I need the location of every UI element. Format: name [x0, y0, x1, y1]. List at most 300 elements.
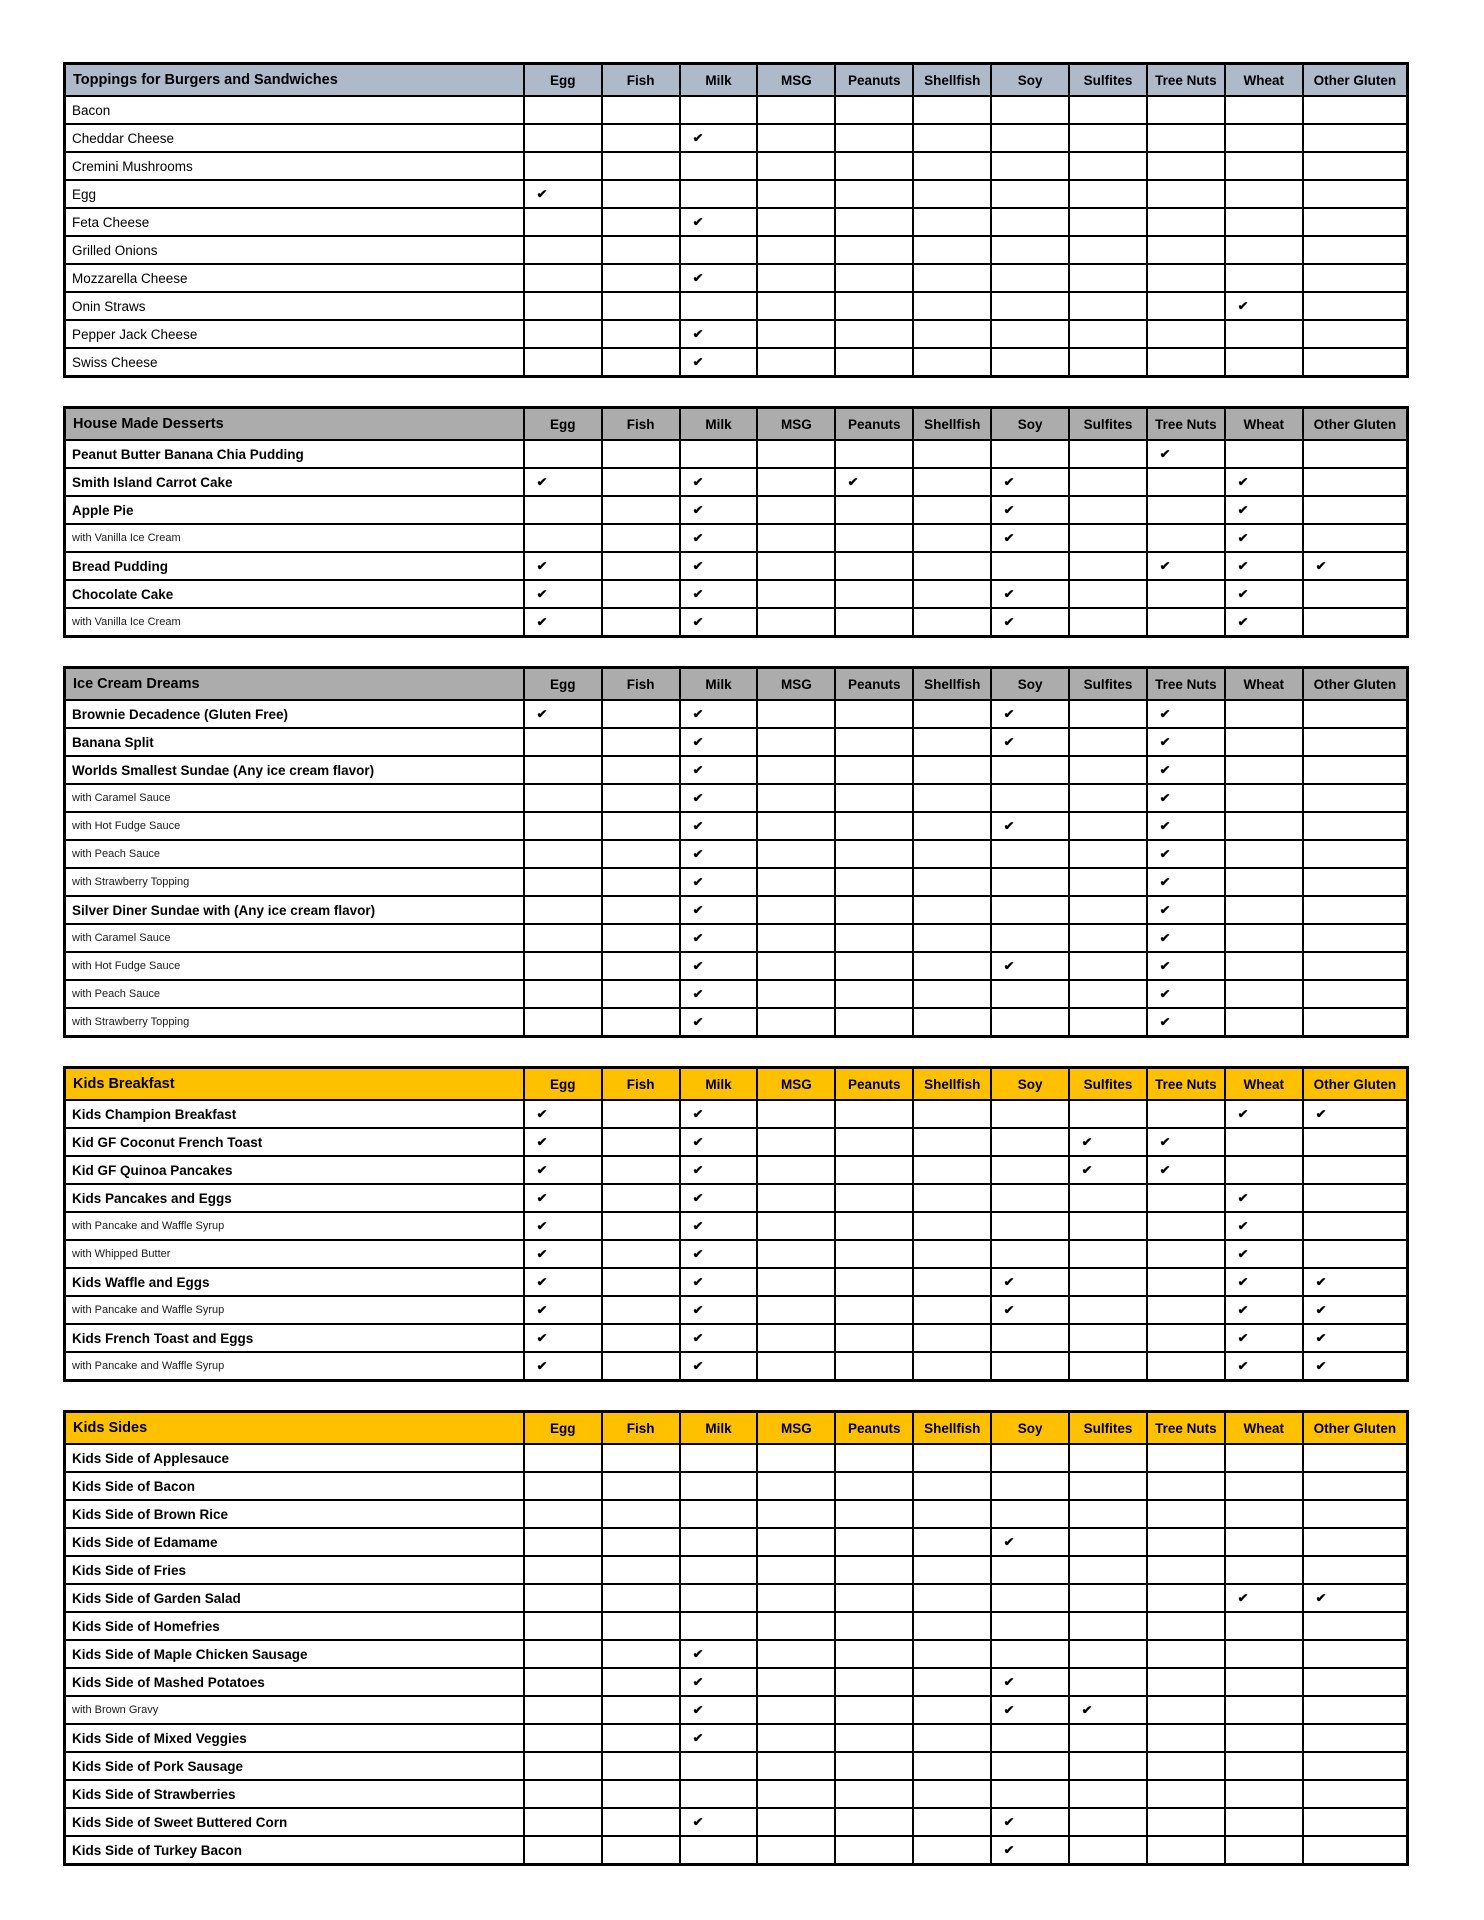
allergen-cell-fish [602, 1240, 680, 1268]
allergen-cell-peanuts [835, 1556, 913, 1584]
allergen-cell-milk [680, 980, 758, 1008]
item-label: Worlds Smallest Sundae (Any ice cream flavor) [65, 756, 524, 784]
allergen-cell-msg [757, 236, 835, 264]
allergen-cell-milk [680, 320, 758, 348]
column-header-other-gluten: Other Gluten [1303, 64, 1408, 97]
check-icon: ✔ [1159, 987, 1171, 1001]
check-icon: ✔ [1237, 1275, 1249, 1289]
table-row [65, 1324, 1408, 1352]
allergen-cell-milk [680, 1780, 758, 1808]
check-icon: ✔ [692, 847, 704, 861]
allergen-cell-wheat [1225, 1008, 1303, 1037]
allergen-cell-wheat [1225, 1500, 1303, 1528]
allergen-cell-egg [524, 524, 602, 552]
check-icon: ✔ [1003, 819, 1015, 833]
allergen-cell-other-gluten [1303, 552, 1408, 580]
table-row [65, 236, 1408, 264]
column-header-fish: Fish [602, 1068, 680, 1101]
allergen-cell-other-gluten [1303, 152, 1408, 180]
table-row [65, 1352, 1408, 1381]
allergen-cell-other-gluten [1303, 1500, 1408, 1528]
column-header-tree-nuts: Tree Nuts [1147, 64, 1225, 97]
allergen-cell-tree-nuts [1147, 1668, 1225, 1696]
allergen-cell-other-gluten [1303, 292, 1408, 320]
check-icon: ✔ [1237, 559, 1249, 573]
allergen-cell-tree-nuts [1147, 1100, 1225, 1128]
allergen-cell-other-gluten [1303, 1472, 1408, 1500]
allergen-cell-sulfites [1069, 1500, 1147, 1528]
allergen-cell-fish [602, 924, 680, 952]
table-row [65, 580, 1408, 608]
allergen-cell-soy [991, 728, 1069, 756]
allergen-cell-milk [680, 1696, 758, 1724]
column-header-msg: MSG [757, 408, 835, 441]
column-header-egg: Egg [524, 1412, 602, 1445]
column-header-shellfish: Shellfish [913, 408, 991, 441]
allergen-cell-wheat [1225, 1100, 1303, 1128]
allergen-cell-tree-nuts [1147, 1212, 1225, 1240]
allergen-cell-other-gluten [1303, 1100, 1408, 1128]
allergen-cell-milk [680, 496, 758, 524]
item-label: Silver Diner Sundae with (Any ice cream flavor) [65, 896, 524, 924]
allergen-cell-msg [757, 180, 835, 208]
check-icon: ✔ [1237, 1591, 1249, 1605]
allergen-cell-msg [757, 124, 835, 152]
allergen-cell-other-gluten [1303, 1584, 1408, 1612]
table-row [65, 1268, 1408, 1296]
item-label: Kids Pancakes and Eggs [65, 1184, 524, 1212]
table-row [65, 1640, 1408, 1668]
check-icon: ✔ [1003, 1535, 1015, 1549]
allergen-cell-tree-nuts [1147, 868, 1225, 896]
allergen-cell-milk [680, 1212, 758, 1240]
allergen-cell-fish [602, 292, 680, 320]
allergen-cell-peanuts [835, 440, 913, 468]
allergen-cell-other-gluten [1303, 1128, 1408, 1156]
allergen-cell-peanuts [835, 840, 913, 868]
allergen-cell-tree-nuts [1147, 552, 1225, 580]
allergen-cell-wheat [1225, 1268, 1303, 1296]
allergen-cell-shellfish [913, 608, 991, 637]
allergen-cell-egg [524, 580, 602, 608]
item-label: Grilled Onions [65, 236, 524, 264]
header-row [65, 668, 1408, 701]
allergen-cell-soy [991, 348, 1069, 377]
allergen-cell-msg [757, 812, 835, 840]
allergen-cell-fish [602, 208, 680, 236]
check-icon: ✔ [692, 271, 704, 285]
allergen-cell-milk [680, 580, 758, 608]
allergen-cell-sulfites [1069, 1472, 1147, 1500]
allergen-cell-tree-nuts [1147, 1640, 1225, 1668]
allergen-cell-tree-nuts [1147, 1780, 1225, 1808]
column-header-shellfish: Shellfish [913, 64, 991, 97]
allergen-cell-fish [602, 1780, 680, 1808]
column-header-tree-nuts: Tree Nuts [1147, 1412, 1225, 1445]
table-row [65, 1556, 1408, 1584]
allergen-cell-milk [680, 1556, 758, 1584]
check-icon: ✔ [692, 1015, 704, 1029]
allergen-cell-wheat [1225, 1444, 1303, 1472]
item-label: Smith Island Carrot Cake [65, 468, 524, 496]
table-row [65, 152, 1408, 180]
allergen-cell-sulfites [1069, 868, 1147, 896]
check-icon: ✔ [1003, 959, 1015, 973]
allergen-cell-wheat [1225, 1836, 1303, 1865]
header-row [65, 1068, 1408, 1101]
allergen-cell-fish [602, 1100, 680, 1128]
allergen-cell-wheat [1225, 496, 1303, 524]
check-icon: ✔ [692, 903, 704, 917]
allergen-cell-fish [602, 1612, 680, 1640]
allergen-cell-sulfites [1069, 96, 1147, 124]
allergen-cell-wheat [1225, 1184, 1303, 1212]
allergen-cell-wheat [1225, 700, 1303, 728]
allergen-cell-shellfish [913, 180, 991, 208]
table-row [65, 1212, 1408, 1240]
allergen-cell-fish [602, 1836, 680, 1865]
allergen-cell-milk [680, 868, 758, 896]
check-icon: ✔ [692, 615, 704, 629]
column-header-msg: MSG [757, 668, 835, 701]
allergen-cell-tree-nuts [1147, 320, 1225, 348]
allergen-cell-shellfish [913, 320, 991, 348]
item-label: Egg [65, 180, 524, 208]
allergen-cell-soy [991, 784, 1069, 812]
allergen-cell-fish [602, 1184, 680, 1212]
allergen-cell-sulfites [1069, 1808, 1147, 1836]
check-icon: ✔ [1003, 475, 1015, 489]
allergen-cell-sulfites [1069, 152, 1147, 180]
check-icon: ✔ [1003, 735, 1015, 749]
table-row [65, 784, 1408, 812]
allergen-cell-tree-nuts [1147, 700, 1225, 728]
allergen-cell-other-gluten [1303, 1836, 1408, 1865]
allergen-cell-wheat [1225, 440, 1303, 468]
allergen-cell-milk [680, 1500, 758, 1528]
column-header-fish: Fish [602, 668, 680, 701]
allergen-cell-egg [524, 552, 602, 580]
allergen-cell-peanuts [835, 264, 913, 292]
allergen-cell-msg [757, 1240, 835, 1268]
allergen-cell-msg [757, 1724, 835, 1752]
allergen-cell-peanuts [835, 496, 913, 524]
allergen-cell-msg [757, 1500, 835, 1528]
check-icon: ✔ [1003, 1843, 1015, 1857]
column-header-shellfish: Shellfish [913, 1068, 991, 1101]
column-header-milk: Milk [680, 408, 758, 441]
allergen-cell-milk [680, 180, 758, 208]
allergen-cell-msg [757, 924, 835, 952]
allergen-cell-sulfites [1069, 840, 1147, 868]
allergen-cell-tree-nuts [1147, 1444, 1225, 1472]
check-icon: ✔ [1159, 707, 1171, 721]
column-header-tree-nuts: Tree Nuts [1147, 408, 1225, 441]
allergen-cell-tree-nuts [1147, 468, 1225, 496]
check-icon: ✔ [536, 1331, 548, 1345]
allergen-cell-shellfish [913, 1156, 991, 1184]
allergen-cell-sulfites [1069, 320, 1147, 348]
sub-item-label: with Peach Sauce [65, 840, 524, 868]
allergen-cell-milk [680, 728, 758, 756]
allergen-cell-other-gluten [1303, 868, 1408, 896]
allergen-cell-sulfites [1069, 1212, 1147, 1240]
allergen-cell-msg [757, 552, 835, 580]
allergen-cell-peanuts [835, 1296, 913, 1324]
allergen-cell-egg [524, 1156, 602, 1184]
check-icon: ✔ [1159, 559, 1171, 573]
allergen-cell-egg [524, 1500, 602, 1528]
allergen-cell-egg [524, 1556, 602, 1584]
allergen-cell-tree-nuts [1147, 1612, 1225, 1640]
allergen-cell-soy [991, 1556, 1069, 1584]
allergen-cell-msg [757, 1780, 835, 1808]
allergen-cell-peanuts [835, 124, 913, 152]
allergen-cell-tree-nuts [1147, 580, 1225, 608]
allergen-cell-wheat [1225, 1584, 1303, 1612]
allergen-cell-other-gluten [1303, 524, 1408, 552]
column-header-other-gluten: Other Gluten [1303, 1412, 1408, 1445]
allergen-cell-other-gluten [1303, 840, 1408, 868]
allergen-cell-msg [757, 208, 835, 236]
item-label: Cheddar Cheese [65, 124, 524, 152]
allergen-cell-peanuts [835, 524, 913, 552]
column-header-soy: Soy [991, 64, 1069, 97]
allergen-cell-tree-nuts [1147, 1008, 1225, 1037]
check-icon: ✔ [692, 1331, 704, 1345]
allergen-cell-milk [680, 700, 758, 728]
allergen-cell-msg [757, 524, 835, 552]
column-header-shellfish: Shellfish [913, 1412, 991, 1445]
table-row [65, 124, 1408, 152]
check-icon: ✔ [536, 1191, 548, 1205]
allergen-cell-soy [991, 1352, 1069, 1381]
allergen-cell-shellfish [913, 264, 991, 292]
allergen-cell-shellfish [913, 1100, 991, 1128]
allergen-cell-sulfites [1069, 552, 1147, 580]
allergen-cell-msg [757, 784, 835, 812]
check-icon: ✔ [1003, 1275, 1015, 1289]
table-title: Ice Cream Dreams [65, 668, 524, 701]
check-icon: ✔ [1237, 587, 1249, 601]
allergen-cell-msg [757, 264, 835, 292]
check-icon: ✔ [1003, 1675, 1015, 1689]
allergen-cell-sulfites [1069, 348, 1147, 377]
allergen-cell-egg [524, 1444, 602, 1472]
allergen-cell-tree-nuts [1147, 1472, 1225, 1500]
allergen-cell-egg [524, 1352, 602, 1381]
allergen-cell-wheat [1225, 952, 1303, 980]
allergen-cell-shellfish [913, 552, 991, 580]
allergen-cell-wheat [1225, 784, 1303, 812]
allergen-cell-fish [602, 524, 680, 552]
allergen-cell-soy [991, 1584, 1069, 1612]
allergen-cell-other-gluten [1303, 1268, 1408, 1296]
item-label: Apple Pie [65, 496, 524, 524]
allergen-cell-peanuts [835, 700, 913, 728]
allergen-cell-sulfites [1069, 728, 1147, 756]
allergen-cell-shellfish [913, 868, 991, 896]
table-row [65, 1836, 1408, 1865]
allergen-cell-shellfish [913, 1836, 991, 1865]
allergen-cell-milk [680, 896, 758, 924]
sub-item-label: with Vanilla Ice Cream [65, 608, 524, 637]
check-icon: ✔ [692, 1107, 704, 1121]
allergen-cell-fish [602, 728, 680, 756]
allergen-cell-egg [524, 756, 602, 784]
allergen-cell-sulfites [1069, 1556, 1147, 1584]
check-icon: ✔ [1237, 1359, 1249, 1373]
check-icon: ✔ [1237, 1247, 1249, 1261]
check-icon: ✔ [1315, 559, 1327, 573]
allergen-cell-fish [602, 1268, 680, 1296]
allergen-cell-sulfites [1069, 1640, 1147, 1668]
allergen-cell-other-gluten [1303, 348, 1408, 377]
allergen-cell-tree-nuts [1147, 1528, 1225, 1556]
allergen-cell-other-gluten [1303, 980, 1408, 1008]
allergen-cell-soy [991, 1184, 1069, 1212]
allergen-cell-milk [680, 1100, 758, 1128]
allergen-cell-egg [524, 468, 602, 496]
allergen-cell-sulfites [1069, 1324, 1147, 1352]
allergen-cell-tree-nuts [1147, 924, 1225, 952]
check-icon: ✔ [1315, 1107, 1327, 1121]
table-row [65, 292, 1408, 320]
allergen-cell-soy [991, 96, 1069, 124]
table-row [65, 440, 1408, 468]
item-label: Kids French Toast and Eggs [65, 1324, 524, 1352]
check-icon: ✔ [536, 1107, 548, 1121]
check-icon: ✔ [1081, 1163, 1093, 1177]
allergen-cell-wheat [1225, 468, 1303, 496]
allergen-cell-msg [757, 700, 835, 728]
allergen-cell-shellfish [913, 1212, 991, 1240]
allergen-cell-soy [991, 124, 1069, 152]
allergen-cell-fish [602, 180, 680, 208]
check-icon: ✔ [1315, 1303, 1327, 1317]
allergen-cell-egg [524, 264, 602, 292]
allergen-cell-sulfites [1069, 1780, 1147, 1808]
allergen-cell-tree-nuts [1147, 496, 1225, 524]
allergen-cell-soy [991, 292, 1069, 320]
allergen-cell-milk [680, 1008, 758, 1037]
allergen-cell-soy [991, 1156, 1069, 1184]
allergen-cell-milk [680, 124, 758, 152]
allergen-cell-shellfish [913, 208, 991, 236]
allergen-cell-shellfish [913, 1668, 991, 1696]
allergen-cell-tree-nuts [1147, 264, 1225, 292]
allergen-cell-wheat [1225, 1640, 1303, 1668]
allergen-cell-shellfish [913, 1352, 991, 1381]
allergen-cell-shellfish [913, 812, 991, 840]
column-header-sulfites: Sulfites [1069, 408, 1147, 441]
table-row [65, 468, 1408, 496]
check-icon: ✔ [692, 987, 704, 1001]
allergen-cell-other-gluten [1303, 96, 1408, 124]
allergen-cell-fish [602, 1472, 680, 1500]
allergen-cell-other-gluten [1303, 784, 1408, 812]
allergen-cell-egg [524, 208, 602, 236]
check-icon: ✔ [1159, 819, 1171, 833]
allergen-cell-soy [991, 1808, 1069, 1836]
table-title: Toppings for Burgers and Sandwiches [65, 64, 524, 97]
allergen-cell-sulfites [1069, 180, 1147, 208]
allergen-cell-egg [524, 980, 602, 1008]
table-row [65, 1584, 1408, 1612]
table-row [65, 1156, 1408, 1184]
allergen-cell-fish [602, 700, 680, 728]
allergen-cell-sulfites [1069, 608, 1147, 637]
check-icon: ✔ [1003, 707, 1015, 721]
allergen-cell-other-gluten [1303, 1752, 1408, 1780]
allergen-cell-wheat [1225, 924, 1303, 952]
allergen-cell-shellfish [913, 980, 991, 1008]
allergen-cell-sulfites [1069, 980, 1147, 1008]
sub-item-label: with Whipped Butter [65, 1240, 524, 1268]
check-icon: ✔ [692, 819, 704, 833]
allergen-cell-msg [757, 1584, 835, 1612]
allergen-cell-other-gluten [1303, 1352, 1408, 1381]
allergen-cell-wheat [1225, 896, 1303, 924]
allergen-cell-soy [991, 1008, 1069, 1037]
allergen-cell-egg [524, 440, 602, 468]
allergen-cell-wheat [1225, 292, 1303, 320]
sub-item-label: with Vanilla Ice Cream [65, 524, 524, 552]
check-icon: ✔ [692, 791, 704, 805]
table-row [65, 924, 1408, 952]
allergen-cell-soy [991, 1240, 1069, 1268]
allergen-cell-shellfish [913, 952, 991, 980]
table-row [65, 1528, 1408, 1556]
allergen-cell-peanuts [835, 1500, 913, 1528]
check-icon: ✔ [1237, 1107, 1249, 1121]
allergen-cell-shellfish [913, 292, 991, 320]
allergen-cell-other-gluten [1303, 320, 1408, 348]
sub-item-label: with Caramel Sauce [65, 784, 524, 812]
header-row [65, 408, 1408, 441]
check-icon: ✔ [1237, 1191, 1249, 1205]
allergen-cell-peanuts [835, 236, 913, 264]
item-label: Pepper Jack Cheese [65, 320, 524, 348]
column-header-tree-nuts: Tree Nuts [1147, 1068, 1225, 1101]
sub-item-label: with Hot Fudge Sauce [65, 812, 524, 840]
allergen-cell-wheat [1225, 1240, 1303, 1268]
allergen-cell-soy [991, 1472, 1069, 1500]
column-header-milk: Milk [680, 64, 758, 97]
allergen-cell-soy [991, 1100, 1069, 1128]
allergen-cell-milk [680, 1444, 758, 1472]
allergen-cell-wheat [1225, 1528, 1303, 1556]
allergen-cell-egg [524, 1240, 602, 1268]
table-row [65, 1444, 1408, 1472]
allergen-cell-sulfites [1069, 1836, 1147, 1865]
allergen-table-kids-sides [63, 1410, 1409, 1866]
column-header-soy: Soy [991, 1412, 1069, 1445]
allergen-cell-fish [602, 1528, 680, 1556]
allergen-cell-fish [602, 468, 680, 496]
allergen-cell-peanuts [835, 1156, 913, 1184]
allergen-cell-wheat [1225, 180, 1303, 208]
allergen-cell-shellfish [913, 152, 991, 180]
table-row [65, 1808, 1408, 1836]
table-row [65, 180, 1408, 208]
allergen-cell-milk [680, 292, 758, 320]
item-label: Kids Side of Applesauce [65, 1444, 524, 1472]
allergen-cell-shellfish [913, 1696, 991, 1724]
check-icon: ✔ [536, 1247, 548, 1261]
allergen-cell-other-gluten [1303, 440, 1408, 468]
column-header-msg: MSG [757, 64, 835, 97]
